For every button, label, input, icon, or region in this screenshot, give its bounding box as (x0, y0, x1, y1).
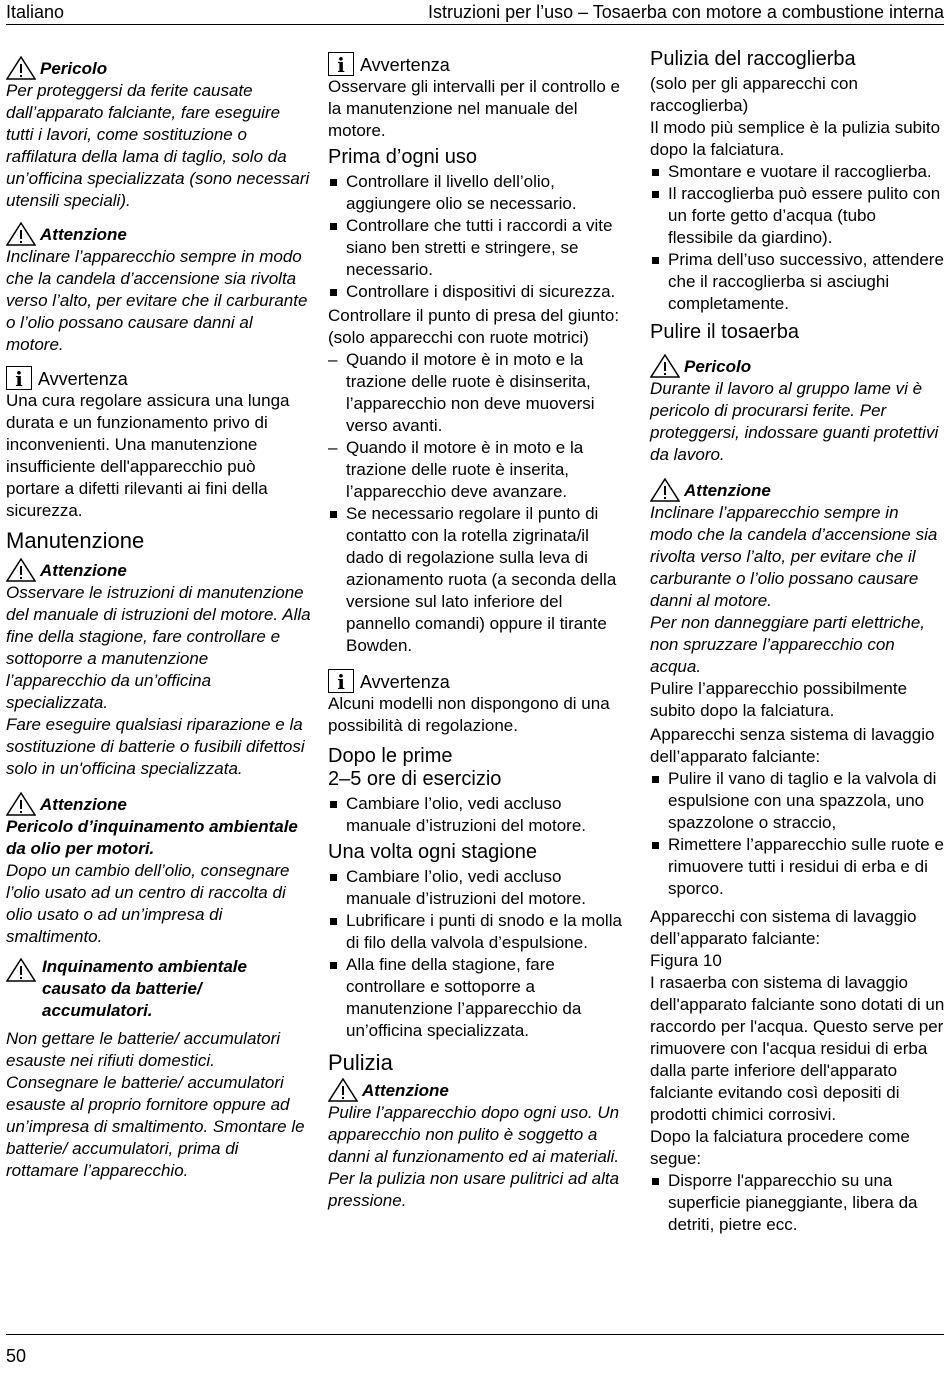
list-item: Pulire il vano di taglio e la valvola di espulsione con una spazzola, uno spazzolone o straccio, (650, 768, 945, 834)
subsection-heading-punto-presa: Controllare il punto di presa del giunto: (328, 306, 620, 325)
section-heading-prima-uso: Prima d’ogni uso (328, 146, 477, 168)
section-heading-pulizia: Pulizia (328, 1050, 393, 1075)
column-2 (328, 48, 628, 1212)
page-header (6, 0, 944, 25)
info-icon: i (6, 366, 32, 390)
warning-icon (650, 354, 680, 378)
warning-title: Attenzione (362, 1081, 449, 1100)
warning-title: Attenzione (40, 795, 127, 814)
warning-text: Pulire l’apparecchio dopo ogni uso. Un apparecchio non pulito è soggetto a danni al funzionamento ed ai materiali. (328, 1103, 620, 1166)
warning-bold-text: Pericolo d’inquinamento ambientale da olio per motori. (6, 817, 298, 858)
paragraph: Il modo più semplice è la pulizia subito dopo la falciatura. (650, 118, 941, 159)
note-text: Una cura regolare assicura una lunga durata e un funzionamento privo di inconvenienti. Una manutenzione insufficiente dell'apparecchio può portare a difetti rilevanti ai fini della sicurezza. (6, 391, 290, 520)
warning-icon (6, 56, 36, 80)
paragraph: I rasaerba con sistema di lavaggio dell'apparato falciante sono dotati di un raccordo per l'acqua. Questo serve per rimuovere con l'acqua residui di erba dalla parte inferiore dell'apparato falciante evitando così depositi di prodotti chimici corrosivi. (650, 973, 945, 1124)
warning-title: Attenzione (684, 481, 771, 500)
list-item: Prima dell’uso successivo, attendere che il raccoglierba si asciughi completamente. (650, 249, 945, 315)
prima-uso-list (328, 171, 628, 303)
environment-warning-title: Inquinamento ambientale causato da batterie/ accumulatori. (42, 957, 247, 1020)
warning-text: Per non danneggiare parti elettriche, non spruzzare l’apparecchio con acqua. (650, 613, 926, 676)
paragraph: Pulire l’apparecchio possibilmente subito dopo la falciatura. (650, 679, 908, 720)
warning-heading (650, 478, 945, 502)
section-heading-pulire-tosaerba: Pulire il tosaerba (650, 321, 799, 343)
warning-title: Attenzione (40, 561, 127, 580)
list-item: Rimettere l’apparecchio sulle ruote e rimuovere tutti i residui di erba e di sporco. (650, 834, 945, 900)
note-heading (328, 52, 628, 76)
column-1 (6, 48, 311, 1182)
figure-reference: Figura 10 (650, 951, 722, 970)
paragraph: Dopo la falciatura procedere come segue: (650, 1127, 910, 1168)
list-item: Controllare il livello dell’olio, aggiungere olio se necessario. (328, 171, 628, 215)
list-item: – Quando il motore è in moto e la trazione delle ruote è disinserita, l’apparecchio non deve muoversi verso avanti. (328, 349, 628, 437)
list-item: Controllare che tutti i raccordi a vite siano ben stretti e stringere, se necessario. (328, 215, 628, 281)
subsection-note: (solo per gli apparecchi con raccoglierba) (650, 74, 858, 115)
warning-icon (6, 558, 36, 582)
section-heading-manutenzione: Manutenzione (6, 528, 145, 553)
list-item: Alla fine della stagione, fare controllare e sottoporre a manutenzione l’apparecchio da un’officina specializzata. (328, 954, 628, 1042)
info-icon: i (328, 52, 354, 76)
punto-presa-list (328, 349, 628, 657)
warning-title: Attenzione (40, 225, 127, 244)
warning-icon (6, 958, 36, 982)
list-item: Cambiare l’olio, vedi accluso manuale d’istruzioni del motore. (328, 866, 628, 910)
column-3 (650, 48, 945, 1236)
section-heading-raccoglierba: Pulizia del raccoglierba (650, 48, 856, 70)
section-heading-stagione: Una volta ogni stagione (328, 841, 538, 863)
page-number: 50 (6, 1346, 27, 1366)
note-heading (6, 366, 311, 390)
list-item: Se necessario regolare il punto di contatto con la rotella zigrinata/il dado di regolazione sulla leva di azionamento ruota (a seconda della versione sul lato inferiore del pannello comandi) oppure il tirante Bowden. (328, 503, 628, 657)
info-icon: i (328, 669, 354, 693)
warning-heading (6, 558, 311, 582)
warning-icon (6, 792, 36, 816)
warning-title: Pericolo (40, 59, 108, 78)
warning-icon (650, 478, 680, 502)
warning-heading (6, 222, 311, 246)
note-heading (328, 669, 628, 693)
warning-text: Inclinare l’apparecchio sempre in modo che la candela d’accensione sia rivolta verso l’alto, per evitare che il carburante o l’olio possano causare danni al motore. (650, 503, 938, 610)
list-item: Cambiare l’olio, vedi accluso manuale d’istruzioni del motore. (328, 793, 628, 837)
warning-heading (6, 792, 311, 816)
warning-text: Osservare le istruzioni di manutenzione del manuale di istruzioni del motore. Alla fine della stagione, fare controllare e sottoporre a manutenzione l’apparecchio da un’officina specializzata. (6, 583, 311, 712)
section-heading-ore-esercizio: 2–5 ore di esercizio (328, 768, 502, 790)
con-lavaggio-list (650, 1170, 945, 1236)
subsection-heading-con-lavaggio: Apparecchi con sistema di lavaggio dell’apparato falciante: (650, 907, 917, 948)
note-title: Avvertenza (360, 55, 450, 75)
warning-heading (650, 354, 945, 378)
warning-text: Per la pulizia non usare pulitrici ad alta pressione. (328, 1169, 620, 1210)
subsection-heading-senza-lavaggio: Apparecchi senza sistema di lavaggio dell’apparato falciante: (650, 725, 935, 766)
subsection-note: (solo apparecchi con ruote motrici) (328, 328, 589, 347)
list-item: Smontare e vuotare il raccoglierba. (650, 161, 945, 183)
note-title: Avvertenza (38, 369, 128, 389)
list-item: Il raccoglierba può essere pulito con un forte getto d’acqua (tubo flessibile da giardino). (650, 183, 945, 249)
environment-warning-text: Non gettare le batterie/ accumulatori esauste nei rifiuti domestici. Consegnare le batterie/ accumulatori esauste al proprio fornitore oppure ad un’impresa di smaltimento. Smontare le batterie/ accumulatori, prima di rottamare l’apparecchio. (6, 1029, 305, 1180)
warning-icon (6, 222, 36, 246)
list-item: Disporre l'apparecchio su una superficie pianeggiante, libera da detriti, pietre ecc. (650, 1170, 945, 1236)
header-language: Italiano (6, 2, 65, 22)
stagione-list (328, 866, 628, 1042)
warning-title: Pericolo (684, 357, 752, 376)
environment-warning (6, 956, 311, 1022)
note-text: Alcuni modelli non dispongono di una possibilità di regolazione. (328, 694, 610, 735)
list-item: Controllare i dispositivi di sicurezza. (328, 281, 628, 303)
warning-heading (6, 56, 311, 80)
senza-lavaggio-list (650, 768, 945, 900)
note-text: Osservare gli intervalli per il controllo e la manutenzione nel manuale del motore. (328, 77, 620, 140)
list-item: – Quando il motore è in moto e la trazione delle ruote è inserita, l’apparecchio deve avanzare. (328, 437, 628, 503)
footer-divider (6, 1334, 944, 1335)
warning-text: Durante il lavoro al gruppo lame vi è pericolo di procurarsi ferite. Per proteggersi, indossare guanti protettivi da lavoro. (650, 379, 939, 464)
note-title: Avvertenza (360, 672, 450, 692)
warning-heading (328, 1078, 628, 1102)
dopo-prime-list (328, 793, 628, 837)
section-heading-dopo-prime: Dopo le prime (328, 745, 453, 767)
warning-text: Fare eseguire qualsiasi riparazione e la sostituzione di batterie o fusibili difettosi solo in un'officina specializzata. (6, 715, 305, 778)
warning-text: Inclinare l’apparecchio sempre in modo che la candela d’accensione sia rivolta verso l’alto, per evitare che il carburante o l’olio possano causare danni al motore. (6, 247, 308, 354)
warning-icon (328, 1078, 358, 1102)
raccoglierba-list (650, 161, 945, 315)
header-title: Istruzioni per l’uso – Tosaerba con motore a combustione interna (428, 2, 944, 22)
list-item: Lubrificare i punti di snodo e la molla di filo della valvola d’espulsione. (328, 910, 628, 954)
warning-text: Dopo un cambio dell’olio, consegnare l’olio usato ad un centro di raccolta di olio usato o ad un’impresa di smaltimento. (6, 861, 290, 946)
warning-text: Per proteggersi da ferite causate dall’apparato falciante, fare eseguire tutti i lavori, come sostituzione o raffilatura della lama di taglio, solo da un’officina specializzata (sono necessari utensili speciali). (6, 81, 310, 210)
